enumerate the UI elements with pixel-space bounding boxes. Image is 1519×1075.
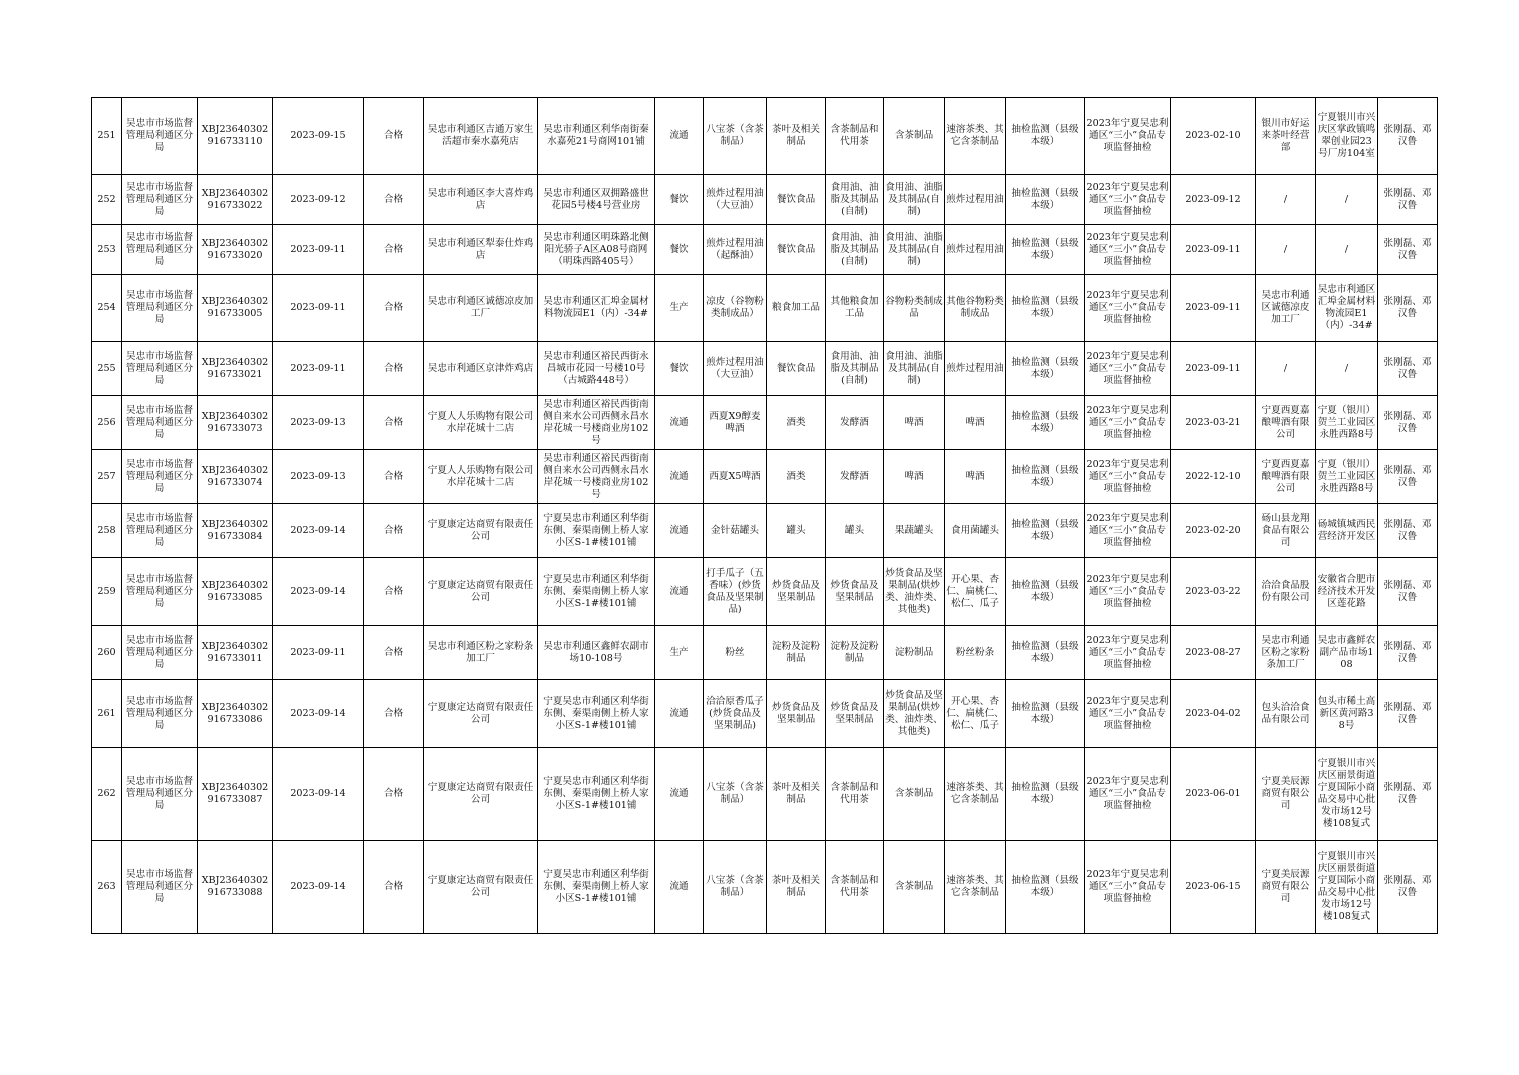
- manufacturer-address-cell: 砀城镇城西民营经济开发区: [1316, 504, 1378, 558]
- food-name-cell: 煎炸过程用油（大豆油）: [704, 175, 767, 225]
- report-date-cell: 2023-09-11: [273, 275, 364, 342]
- category-cell: 餐饮食品: [767, 225, 826, 275]
- manufacturer-cell: 洽洽食品股份有限公司: [1256, 558, 1316, 626]
- result-cell: 合格: [364, 626, 424, 680]
- subcategory-cell: 其他粮食加工品: [826, 275, 884, 342]
- project-name-cell: 2023年宁夏吴忠利通区“三小”食品专项监督抽检: [1085, 841, 1171, 934]
- row-number-cell: 251: [92, 98, 122, 175]
- subcategory-cell: 含茶制品和代用茶: [826, 748, 884, 841]
- result-cell: 合格: [364, 342, 424, 396]
- task-source-cell: 抽检监测（县级本级）: [1006, 558, 1085, 626]
- category-cell: 茶叶及相关制品: [767, 841, 826, 934]
- inspection-agency-cell: 吴忠市市场监督管理局利通区分局: [122, 98, 198, 175]
- category-cell: 淀粉及淀粉制品: [767, 626, 826, 680]
- food-name-cell: 西夏X5啤酒: [704, 450, 767, 504]
- report-date-cell: 2023-09-11: [273, 626, 364, 680]
- link-type-cell: 流通: [655, 748, 704, 841]
- task-source-cell: 抽检监测（县级本级）: [1006, 841, 1085, 934]
- task-source-cell: 抽检监测（县级本级）: [1006, 626, 1085, 680]
- food-name-cell: 粉丝: [704, 626, 767, 680]
- sub-subcategory-cell: 含茶制品: [884, 98, 945, 175]
- manufacturer-address-cell: 吴忠市利通区汇埠金属材料物流园E1（内）-34#: [1316, 275, 1378, 342]
- food-name-cell: 八宝茶（含茶制品）: [704, 841, 767, 934]
- row-number-cell: 263: [92, 841, 122, 934]
- row-number-cell: 261: [92, 680, 122, 748]
- production-date-cell: 2023-09-11: [1171, 275, 1256, 342]
- food-name-cell: 煎炸过程用油（大豆油）: [704, 342, 767, 396]
- table-row: [92, 342, 1438, 396]
- sampled-address-cell: 吴忠市利通区裕民西街南侧自来水公司西侧永昌水岸花城一号楼商业房102号: [538, 450, 655, 504]
- project-name-cell: 2023年宁夏吴忠利通区“三小”食品专项监督抽检: [1085, 748, 1171, 841]
- manufacturer-cell: 银川市好运来茶叶经营部: [1256, 98, 1316, 175]
- task-source-cell: 抽检监测（县级本级）: [1006, 225, 1085, 275]
- row-number-cell: 262: [92, 748, 122, 841]
- production-date-cell: 2023-02-20: [1171, 504, 1256, 558]
- sub-subcategory-cell: 食用油、油脂及其制品(自制): [884, 175, 945, 225]
- sampled-unit-cell: 吴忠市利通区李大喜炸鸡店: [424, 175, 538, 225]
- manufacturer-cell: 宁夏西夏嘉酿啤酒有限公司: [1256, 450, 1316, 504]
- sample-id-cell: XBJ23640302916733022: [198, 175, 273, 225]
- category-cell: 餐饮食品: [767, 175, 826, 225]
- project-name-cell: 2023年宁夏吴忠利通区“三小”食品专项监督抽检: [1085, 680, 1171, 748]
- detailed-category-cell: 开心果、杏仁、扁桃仁、松仁、瓜子: [945, 680, 1006, 748]
- inspection-agency-cell: 吴忠市市场监督管理局利通区分局: [122, 225, 198, 275]
- sub-subcategory-cell: 食用油、油脂及其制品(自制): [884, 225, 945, 275]
- sampled-unit-cell: 吴忠市利通区诚德凉皮加工厂: [424, 275, 538, 342]
- manufacturer-cell: /: [1256, 225, 1316, 275]
- inspection-agency-cell: 吴忠市市场监督管理局利通区分局: [122, 275, 198, 342]
- result-cell: 合格: [364, 225, 424, 275]
- manufacturer-cell: 宁夏西夏嘉酿啤酒有限公司: [1256, 396, 1316, 450]
- sub-subcategory-cell: 炒货食品及坚果制品(烘炒类、油炸类、其他类): [884, 558, 945, 626]
- manufacturer-address-cell: 宁夏（银川）贺兰工业园区永胜西路8号: [1316, 450, 1378, 504]
- inspector-cell: 张刚磊、邓汉鲁: [1378, 841, 1438, 934]
- link-type-cell: 流通: [655, 680, 704, 748]
- sample-id-cell: XBJ23640302916733110: [198, 98, 273, 175]
- row-number-cell: 259: [92, 558, 122, 626]
- category-cell: 茶叶及相关制品: [767, 98, 826, 175]
- production-date-cell: 2023-04-02: [1171, 680, 1256, 748]
- manufacturer-cell: 吴忠市利通区诚德凉皮加工厂: [1256, 275, 1316, 342]
- manufacturer-cell: 砀山县龙翔食品有限公司: [1256, 504, 1316, 558]
- project-name-cell: 2023年宁夏吴忠利通区“三小”食品专项监督抽检: [1085, 558, 1171, 626]
- manufacturer-address-cell: 宁夏银川市兴庆区掌政镇鸣翠创业园23号厂房104室: [1316, 98, 1378, 175]
- sub-subcategory-cell: 啤酒: [884, 450, 945, 504]
- category-cell: 粮食加工品: [767, 275, 826, 342]
- link-type-cell: 流通: [655, 450, 704, 504]
- food-name-cell: 八宝茶（含茶制品）: [704, 748, 767, 841]
- sample-id-cell: XBJ23640302916733020: [198, 225, 273, 275]
- sub-subcategory-cell: 啤酒: [884, 396, 945, 450]
- result-cell: 合格: [364, 504, 424, 558]
- detailed-category-cell: 煎炸过程用油: [945, 175, 1006, 225]
- inspector-cell: 张刚磊、邓汉鲁: [1378, 275, 1438, 342]
- table-row: [92, 841, 1438, 934]
- subcategory-cell: 食用油、油脂及其制品(自制): [826, 225, 884, 275]
- report-date-cell: 2023-09-15: [273, 98, 364, 175]
- table-row: [92, 558, 1438, 626]
- sampled-address-cell: 吴忠市利通区明珠路北侧阳光骄子A区A08号商网（明珠西路405号）: [538, 225, 655, 275]
- inspector-cell: 张刚磊、邓汉鲁: [1378, 450, 1438, 504]
- task-source-cell: 抽检监测（县级本级）: [1006, 748, 1085, 841]
- sampled-unit-cell: 吴忠市利通区京津炸鸡店: [424, 342, 538, 396]
- inspector-cell: 张刚磊、邓汉鲁: [1378, 504, 1438, 558]
- detailed-category-cell: 煎炸过程用油: [945, 342, 1006, 396]
- detailed-category-cell: 速溶茶类、其它含茶制品: [945, 748, 1006, 841]
- subcategory-cell: 含茶制品和代用茶: [826, 98, 884, 175]
- report-date-cell: 2023-09-12: [273, 175, 364, 225]
- result-cell: 合格: [364, 98, 424, 175]
- sampled-unit-cell: 宁夏康定达商贸有限责任公司: [424, 680, 538, 748]
- sub-subcategory-cell: 炒货食品及坚果制品(烘炒类、油炸类、其他类): [884, 680, 945, 748]
- project-name-cell: 2023年宁夏吴忠利通区“三小”食品专项监督抽检: [1085, 225, 1171, 275]
- inspector-cell: 张刚磊、邓汉鲁: [1378, 680, 1438, 748]
- sampled-unit-cell: 宁夏康定达商贸有限责任公司: [424, 841, 538, 934]
- category-cell: 罐头: [767, 504, 826, 558]
- sample-id-cell: XBJ23640302916733086: [198, 680, 273, 748]
- table-row: [92, 680, 1438, 748]
- detailed-category-cell: 啤酒: [945, 396, 1006, 450]
- sampled-address-cell: 宁夏吴忠市利通区利华街东侧、秦渠南侧上桥人家小区S-1#楼101铺: [538, 748, 655, 841]
- link-type-cell: 餐饮: [655, 225, 704, 275]
- report-date-cell: 2023-09-14: [273, 748, 364, 841]
- report-date-cell: 2023-09-14: [273, 504, 364, 558]
- manufacturer-cell: 宁夏美辰源商贸有限公司: [1256, 841, 1316, 934]
- row-number-cell: 257: [92, 450, 122, 504]
- sampled-address-cell: 吴忠市利通区鑫鲜农副市场10-108号: [538, 626, 655, 680]
- sub-subcategory-cell: 含茶制品: [884, 841, 945, 934]
- result-cell: 合格: [364, 275, 424, 342]
- task-source-cell: 抽检监测（县级本级）: [1006, 275, 1085, 342]
- inspection-agency-cell: 吴忠市市场监督管理局利通区分局: [122, 841, 198, 934]
- link-type-cell: 流通: [655, 504, 704, 558]
- production-date-cell: 2023-03-22: [1171, 558, 1256, 626]
- link-type-cell: 生产: [655, 626, 704, 680]
- production-date-cell: 2023-06-01: [1171, 748, 1256, 841]
- result-cell: 合格: [364, 396, 424, 450]
- manufacturer-address-cell: 宁夏银川市兴庆区丽景街道宁夏国际小商品交易中心批发市场12号楼108复式: [1316, 748, 1378, 841]
- inspector-cell: 张刚磊、邓汉鲁: [1378, 396, 1438, 450]
- inspection-agency-cell: 吴忠市市场监督管理局利通区分局: [122, 680, 198, 748]
- detailed-category-cell: 食用菌罐头: [945, 504, 1006, 558]
- detailed-category-cell: 速溶茶类、其它含茶制品: [945, 841, 1006, 934]
- table-row: [92, 504, 1438, 558]
- subcategory-cell: 炒货食品及坚果制品: [826, 558, 884, 626]
- row-number-cell: 258: [92, 504, 122, 558]
- sub-subcategory-cell: 含茶制品: [884, 748, 945, 841]
- row-number-cell: 253: [92, 225, 122, 275]
- inspection-results-table: [91, 97, 1438, 934]
- inspector-cell: 张刚磊、邓汉鲁: [1378, 626, 1438, 680]
- task-source-cell: 抽检监测（县级本级）: [1006, 175, 1085, 225]
- subcategory-cell: 发酵酒: [826, 396, 884, 450]
- sampled-address-cell: 吴忠市利通区裕民西街南侧自来水公司西侧永昌水岸花城一号楼商业房102号: [538, 396, 655, 450]
- detailed-category-cell: 其他谷物粉类制成品: [945, 275, 1006, 342]
- manufacturer-address-cell: 吴忠市鑫鲜农副产品市场108: [1316, 626, 1378, 680]
- sample-id-cell: XBJ23640302916733074: [198, 450, 273, 504]
- inspector-cell: 张刚磊、邓汉鲁: [1378, 342, 1438, 396]
- link-type-cell: 流通: [655, 98, 704, 175]
- report-date-cell: 2023-09-14: [273, 558, 364, 626]
- sample-id-cell: XBJ23640302916733021: [198, 342, 273, 396]
- subcategory-cell: 含茶制品和代用茶: [826, 841, 884, 934]
- task-source-cell: 抽检监测（县级本级）: [1006, 98, 1085, 175]
- result-cell: 合格: [364, 558, 424, 626]
- row-number-cell: 254: [92, 275, 122, 342]
- sample-id-cell: XBJ23640302916733085: [198, 558, 273, 626]
- manufacturer-address-cell: /: [1316, 225, 1378, 275]
- row-number-cell: 256: [92, 396, 122, 450]
- project-name-cell: 2023年宁夏吴忠利通区“三小”食品专项监督抽检: [1085, 450, 1171, 504]
- report-date-cell: 2023-09-11: [273, 342, 364, 396]
- inspection-agency-cell: 吴忠市市场监督管理局利通区分局: [122, 748, 198, 841]
- sampled-address-cell: 宁夏吴忠市利通区利华街东侧、秦渠南侧上桥人家小区S-1#楼101铺: [538, 504, 655, 558]
- manufacturer-address-cell: /: [1316, 175, 1378, 225]
- inspection-agency-cell: 吴忠市市场监督管理局利通区分局: [122, 342, 198, 396]
- sampled-unit-cell: 吴忠市利通区粉之家粉条加工厂: [424, 626, 538, 680]
- report-date-cell: 2023-09-13: [273, 450, 364, 504]
- report-date-cell: 2023-09-13: [273, 396, 364, 450]
- project-name-cell: 2023年宁夏吴忠利通区“三小”食品专项监督抽检: [1085, 626, 1171, 680]
- food-name-cell: 金针菇罐头: [704, 504, 767, 558]
- manufacturer-cell: 宁夏美辰源商贸有限公司: [1256, 748, 1316, 841]
- inspection-agency-cell: 吴忠市市场监督管理局利通区分局: [122, 396, 198, 450]
- sampled-unit-cell: 宁夏康定达商贸有限责任公司: [424, 558, 538, 626]
- sample-id-cell: XBJ23640302916733005: [198, 275, 273, 342]
- result-cell: 合格: [364, 175, 424, 225]
- food-name-cell: 八宝茶（含茶制品）: [704, 98, 767, 175]
- detailed-category-cell: 煎炸过程用油: [945, 225, 1006, 275]
- sample-id-cell: XBJ23640302916733084: [198, 504, 273, 558]
- task-source-cell: 抽检监测（县级本级）: [1006, 396, 1085, 450]
- sampled-unit-cell: 宁夏人人乐购物有限公司水岸花城十二店: [424, 396, 538, 450]
- category-cell: 酒类: [767, 450, 826, 504]
- inspection-agency-cell: 吴忠市市场监督管理局利通区分局: [122, 558, 198, 626]
- food-name-cell: 打手瓜子（五香味）(炒货食品及坚果制品): [704, 558, 767, 626]
- sample-id-cell: XBJ23640302916733073: [198, 396, 273, 450]
- food-name-cell: 凉皮（谷物粉类制成品）: [704, 275, 767, 342]
- production-date-cell: 2023-03-21: [1171, 396, 1256, 450]
- sampled-unit-cell: 宁夏人人乐购物有限公司水岸花城十二店: [424, 450, 538, 504]
- link-type-cell: 餐饮: [655, 175, 704, 225]
- food-name-cell: 洽洽原香瓜子(炒货食品及坚果制品): [704, 680, 767, 748]
- production-date-cell: 2023-09-11: [1171, 225, 1256, 275]
- detailed-category-cell: 速溶茶类、其它含茶制品: [945, 98, 1006, 175]
- table-row: [92, 396, 1438, 450]
- sampled-address-cell: 宁夏吴忠市利通区利华街东侧、秦渠南侧上桥人家小区S-1#楼101铺: [538, 841, 655, 934]
- project-name-cell: 2023年宁夏吴忠利通区“三小”食品专项监督抽检: [1085, 396, 1171, 450]
- sub-subcategory-cell: 食用油、油脂及其制品(自制): [884, 342, 945, 396]
- manufacturer-address-cell: 宁夏（银川）贺兰工业园区永胜西路8号: [1316, 396, 1378, 450]
- sample-id-cell: XBJ23640302916733088: [198, 841, 273, 934]
- link-type-cell: 流通: [655, 396, 704, 450]
- inspection-agency-cell: 吴忠市市场监督管理局利通区分局: [122, 626, 198, 680]
- production-date-cell: 2023-08-27: [1171, 626, 1256, 680]
- link-type-cell: 生产: [655, 275, 704, 342]
- category-cell: 酒类: [767, 396, 826, 450]
- report-date-cell: 2023-09-11: [273, 225, 364, 275]
- report-date-cell: 2023-09-14: [273, 841, 364, 934]
- table-row: [92, 98, 1438, 175]
- production-date-cell: 2023-09-11: [1171, 342, 1256, 396]
- task-source-cell: 抽检监测（县级本级）: [1006, 680, 1085, 748]
- task-source-cell: 抽检监测（县级本级）: [1006, 342, 1085, 396]
- table-row: [92, 275, 1438, 342]
- category-cell: 炒货食品及坚果制品: [767, 558, 826, 626]
- subcategory-cell: 食用油、油脂及其制品(自制): [826, 342, 884, 396]
- sample-id-cell: XBJ23640302916733011: [198, 626, 273, 680]
- inspection-agency-cell: 吴忠市市场监督管理局利通区分局: [122, 504, 198, 558]
- result-cell: 合格: [364, 748, 424, 841]
- sampled-unit-cell: 宁夏康定达商贸有限责任公司: [424, 504, 538, 558]
- sampled-address-cell: 宁夏吴忠市利通区利华街东侧、秦渠南侧上桥人家小区S-1#楼101铺: [538, 558, 655, 626]
- manufacturer-address-cell: /: [1316, 342, 1378, 396]
- production-date-cell: 2023-06-15: [1171, 841, 1256, 934]
- inspector-cell: 张刚磊、邓汉鲁: [1378, 225, 1438, 275]
- subcategory-cell: 发酵酒: [826, 450, 884, 504]
- subcategory-cell: 淀粉及淀粉制品: [826, 626, 884, 680]
- sub-subcategory-cell: 淀粉制品: [884, 626, 945, 680]
- sampled-unit-cell: 吴忠市利通区吉通万家生活超市秦水嘉苑店: [424, 98, 538, 175]
- result-cell: 合格: [364, 841, 424, 934]
- task-source-cell: 抽检监测（县级本级）: [1006, 504, 1085, 558]
- link-type-cell: 流通: [655, 558, 704, 626]
- project-name-cell: 2023年宁夏吴忠利通区“三小”食品专项监督抽检: [1085, 98, 1171, 175]
- inspector-cell: 张刚磊、邓汉鲁: [1378, 98, 1438, 175]
- sampled-address-cell: 吴忠市利通区汇埠金属材料物流园E1（内）-34#: [538, 275, 655, 342]
- sampled-address-cell: 宁夏吴忠市利通区利华街东侧、秦渠南侧上桥人家小区S-1#楼101铺: [538, 680, 655, 748]
- project-name-cell: 2023年宁夏吴忠利通区“三小”食品专项监督抽检: [1085, 504, 1171, 558]
- project-name-cell: 2023年宁夏吴忠利通区“三小”食品专项监督抽检: [1085, 342, 1171, 396]
- category-cell: 炒货食品及坚果制品: [767, 680, 826, 748]
- sampled-unit-cell: 宁夏康定达商贸有限责任公司: [424, 748, 538, 841]
- inspection-agency-cell: 吴忠市市场监督管理局利通区分局: [122, 450, 198, 504]
- subcategory-cell: 炒货食品及坚果制品: [826, 680, 884, 748]
- inspection-agency-cell: 吴忠市市场监督管理局利通区分局: [122, 175, 198, 225]
- detailed-category-cell: 啤酒: [945, 450, 1006, 504]
- production-date-cell: 2023-02-10: [1171, 98, 1256, 175]
- category-cell: 餐饮食品: [767, 342, 826, 396]
- manufacturer-cell: /: [1256, 342, 1316, 396]
- table-row: [92, 626, 1438, 680]
- table-row: [92, 175, 1438, 225]
- sample-id-cell: XBJ23640302916733087: [198, 748, 273, 841]
- food-name-cell: 西夏X9醇麦啤酒: [704, 396, 767, 450]
- table-row: [92, 748, 1438, 841]
- table-row: [92, 225, 1438, 275]
- task-source-cell: 抽检监测（县级本级）: [1006, 450, 1085, 504]
- inspector-cell: 张刚磊、邓汉鲁: [1378, 175, 1438, 225]
- food-name-cell: 煎炸过程用油（起酥油）: [704, 225, 767, 275]
- project-name-cell: 2023年宁夏吴忠利通区“三小”食品专项监督抽检: [1085, 175, 1171, 225]
- result-cell: 合格: [364, 680, 424, 748]
- row-number-cell: 260: [92, 626, 122, 680]
- manufacturer-address-cell: 包头市稀土高新区黄河路38号: [1316, 680, 1378, 748]
- subcategory-cell: 罐头: [826, 504, 884, 558]
- detailed-category-cell: 粉丝粉条: [945, 626, 1006, 680]
- manufacturer-cell: /: [1256, 175, 1316, 225]
- link-type-cell: 流通: [655, 841, 704, 934]
- subcategory-cell: 食用油、油脂及其制品(自制): [826, 175, 884, 225]
- sampled-unit-cell: 吴忠市利通区犁泰仕炸鸡店: [424, 225, 538, 275]
- detailed-category-cell: 开心果、杏仁、扁桃仁、松仁、瓜子: [945, 558, 1006, 626]
- production-date-cell: 2022-12-10: [1171, 450, 1256, 504]
- row-number-cell: 255: [92, 342, 122, 396]
- table-row: [92, 450, 1438, 504]
- production-date-cell: 2023-09-12: [1171, 175, 1256, 225]
- row-number-cell: 252: [92, 175, 122, 225]
- report-date-cell: 2023-09-14: [273, 680, 364, 748]
- manufacturer-cell: 包头洽洽食品有限公司: [1256, 680, 1316, 748]
- manufacturer-address-cell: 安徽省合肥市经济技术开发区莲花路: [1316, 558, 1378, 626]
- inspector-cell: 张刚磊、邓汉鲁: [1378, 558, 1438, 626]
- sampled-address-cell: 吴忠市利通区利华南街秦水嘉苑21号商网101铺: [538, 98, 655, 175]
- project-name-cell: 2023年宁夏吴忠利通区“三小”食品专项监督抽检: [1085, 275, 1171, 342]
- manufacturer-address-cell: 宁夏银川市兴庆区丽景街道宁夏国际小商品交易中心批发市场12号楼108复式: [1316, 841, 1378, 934]
- category-cell: 茶叶及相关制品: [767, 748, 826, 841]
- sub-subcategory-cell: 谷物粉类制成品: [884, 275, 945, 342]
- sampled-address-cell: 吴忠市利通区双拥路盛世花园5号楼4号营业房: [538, 175, 655, 225]
- link-type-cell: 餐饮: [655, 342, 704, 396]
- inspector-cell: 张刚磊、邓汉鲁: [1378, 748, 1438, 841]
- sub-subcategory-cell: 果蔬罐头: [884, 504, 945, 558]
- result-cell: 合格: [364, 450, 424, 504]
- sampled-address-cell: 吴忠市利通区裕民西街永昌城市花园一号楼10号（古城路448号）: [538, 342, 655, 396]
- manufacturer-cell: 吴忠市利通区粉之家粉条加工厂: [1256, 626, 1316, 680]
